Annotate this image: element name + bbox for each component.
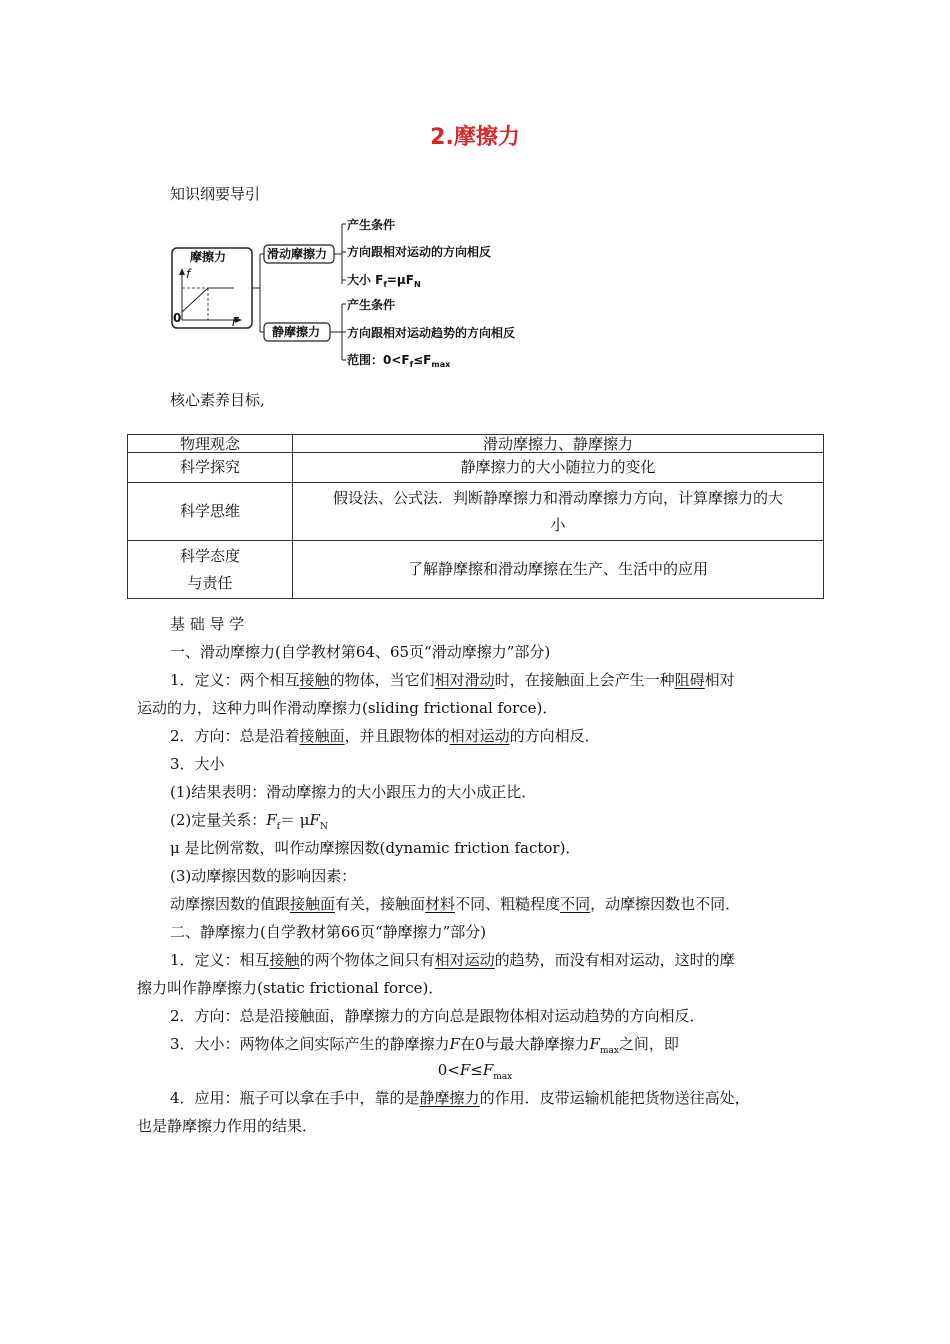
sliding-condition: 产生条件 [347,218,396,232]
magnitude-2: (2)定量关系：$F_f= \mu F_N$ [170,811,328,832]
guide-heading: 知识纲要导引 [170,185,261,203]
static-label: 静摩擦力 [272,325,321,339]
application-cont: 也是静摩擦力作用的结果． [137,1117,318,1135]
magnitude-static: 3．大小：两物体之间实际产生的静摩擦力F在0与最大静摩擦力$F_{max}$之间，即 [170,1035,679,1056]
magnitude-1: (1)结果表明：滑动摩擦力的大小跟压力的大小成正比． [170,783,537,801]
magnitude-heading: 3．大小 [170,755,225,773]
goals-heading: 核心素养目标, [170,391,265,409]
goal-value: 假设法、公式法．判断静摩擦力和滑动摩擦力方向，计算摩擦力的大 小 [293,483,824,541]
goal-key: 科学探究 [128,453,293,483]
table-row [128,453,824,483]
knowledge-diagram [168,212,548,374]
goals-table [127,434,824,599]
application: 4．应用：瓶子可以拿在手中，靠的是静摩擦力的作用．皮带运输机能把货物送往高处， [170,1089,750,1107]
basic-heading: 基 础 导 学 [170,615,245,633]
table-row [128,435,824,453]
graph-y-label: f [186,267,191,281]
definition-1: 1．定义：两个相互接触的物体，当它们相对滑动时，在接触面上会产生一种阻碍相对 [170,671,735,689]
magnitude-3: (3)动摩擦因数的影响因素： [170,867,357,885]
range-formula: $0<F\le F_{max}$ [437,1061,513,1082]
goal-value: 静摩擦力的大小随拉力的变化 [293,453,824,483]
direction-1: 2．方向：总是沿着接触面，并且跟物体的相对运动的方向相反． [170,727,600,745]
root-label: 摩擦力 [190,250,227,264]
definition-1-cont: 运动的力，这种力叫作滑动摩擦力(sliding frictional force)． [137,699,558,717]
mu-note: μ 是比例常数，叫作动摩擦因数(dynamic friction factor)． [170,839,581,857]
goal-key: 科学态度 与责任 [128,541,293,599]
goal-key: 物理观念 [128,435,293,453]
page-title: 2.摩擦力 [430,125,520,150]
sliding-label: 滑动摩擦力 [267,247,328,261]
static-condition: 产生条件 [347,298,396,312]
graph-origin: 0 [173,311,182,325]
factors: 动摩擦因数的值跟接触面有关，接触面材料不同、粗糙程度不同，动摩擦因数也不同． [170,895,741,913]
graph-x-label: F [232,315,239,329]
table-row [128,483,824,541]
goal-key: 科学思维 [128,483,293,541]
sliding-magnitude: 大小 $F_f=\mu F_N$ [347,273,421,289]
static-direction: 方向跟相对运动趋势的方向相反 [347,326,516,340]
table-row [128,541,824,599]
sliding-direction: 方向跟相对运动的方向相反 [347,245,492,259]
definition-2: 1．定义：相互接触的两个物体之间只有相对运动的趋势，而没有相对运动，这时的摩 [170,951,735,969]
goal-value: 了解静摩擦和滑动摩擦在生产、生活中的应用 [293,541,824,599]
section-1-title: 一、滑动摩擦力(自学教材第64、65页“滑动摩擦力”部分) [170,643,551,661]
direction-2: 2．方向：总是沿接触面，静摩擦力的方向总是跟物体相对运动趋势的方向相反． [170,1007,705,1025]
goal-value: 滑动摩擦力、静摩擦力 [293,435,824,453]
static-range: 范围：$0<F_f\le F_{max}$ [347,353,451,369]
definition-2-cont: 擦力叫作静摩擦力(static frictional force)． [137,979,444,997]
section-2-title: 二、静摩擦力(自学教材第66页“静摩擦力”部分) [170,923,487,941]
